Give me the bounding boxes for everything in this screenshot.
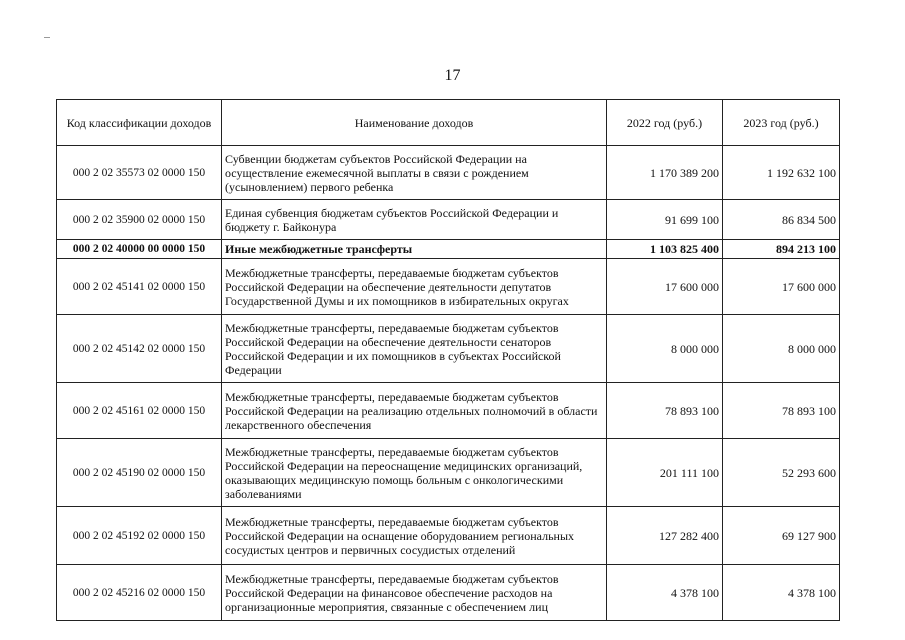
row-value-2022: 127 282 400 <box>607 507 723 565</box>
row-value-2022: 8 000 000 <box>607 315 723 383</box>
table-row <box>57 200 840 240</box>
row-value-2023: 17 600 000 <box>723 259 840 315</box>
table-row <box>57 383 840 439</box>
row-code: 000 2 02 35573 02 0000 150 <box>57 146 222 200</box>
row-name: Субвенции бюджетам субъектов Российской Федерации на осуществление ежемесячной выплаты в связи с рождением (усыновлением) первого ребенка <box>222 146 607 200</box>
row-value-2022: 1 170 389 200 <box>607 146 723 200</box>
row-code: 000 2 02 35900 02 0000 150 <box>57 200 222 240</box>
row-name: Межбюджетные трансферты, передаваемые бюджетам субъектов Российской Федерации на финансовое обеспечение расходов на организационные мероприятия, связанные с обеспечением лиц <box>222 565 607 621</box>
row-value-2023: 8 000 000 <box>723 315 840 383</box>
table-header-row <box>57 100 840 146</box>
table-row <box>57 565 840 621</box>
header-2023: 2023 год (руб.) <box>723 100 840 146</box>
row-name: Иные межбюджетные трансферты <box>222 240 607 259</box>
row-value-2022: 1 103 825 400 <box>607 240 723 259</box>
row-value-2023: 69 127 900 <box>723 507 840 565</box>
row-name: Межбюджетные трансферты, передаваемые бюджетам субъектов Российской Федерации на обеспечение деятельности сенаторов Российской Федерации и их помощников в субъектах Российской Федерации <box>222 315 607 383</box>
row-value-2022: 17 600 000 <box>607 259 723 315</box>
table-row <box>57 507 840 565</box>
row-code: 000 2 02 40000 00 0000 150 <box>57 240 222 259</box>
table-row-subtotal <box>57 240 840 259</box>
header-name: Наименование доходов <box>222 100 607 146</box>
row-name: Межбюджетные трансферты, передаваемые бюджетам субъектов Российской Федерации на оснащение оборудованием региональных сосудистых центров и первичных сосудистых отделений <box>222 507 607 565</box>
row-name: Межбюджетные трансферты, передаваемые бюджетам субъектов Российской Федерации на обеспечение деятельности депутатов Государственной Думы и их помощников в избирательных округах <box>222 259 607 315</box>
row-value-2023: 4 378 100 <box>723 565 840 621</box>
page-number: 17 <box>444 67 461 84</box>
row-value-2023: 894 213 100 <box>723 240 840 259</box>
table-row <box>57 146 840 200</box>
row-value-2023: 52 293 600 <box>723 439 840 507</box>
header-code: Код классификации доходов <box>57 100 222 146</box>
row-code: 000 2 02 45190 02 0000 150 <box>57 439 222 507</box>
row-value-2022: 201 111 100 <box>607 439 723 507</box>
table-row <box>57 439 840 507</box>
table-row <box>57 315 840 383</box>
row-value-2023: 86 834 500 <box>723 200 840 240</box>
table-row <box>57 259 840 315</box>
revenue-table <box>56 99 840 621</box>
row-name: Межбюджетные трансферты, передаваемые бюджетам субъектов Российской Федерации на переоснащение медицинских организаций, оказывающих медицинскую помощь больным с онкологическими заболеваниями <box>222 439 607 507</box>
row-code: 000 2 02 45142 02 0000 150 <box>57 315 222 383</box>
row-value-2022: 4 378 100 <box>607 565 723 621</box>
scan-speck <box>44 37 50 38</box>
row-code: 000 2 02 45141 02 0000 150 <box>57 259 222 315</box>
row-code: 000 2 02 45216 02 0000 150 <box>57 565 222 621</box>
row-value-2023: 1 192 632 100 <box>723 146 840 200</box>
row-value-2022: 91 699 100 <box>607 200 723 240</box>
row-code: 000 2 02 45161 02 0000 150 <box>57 383 222 439</box>
header-2022: 2022 год (руб.) <box>607 100 723 146</box>
row-name: Межбюджетные трансферты, передаваемые бюджетам субъектов Российской Федерации на реализацию отдельных полномочий в области лекарственного обеспечения <box>222 383 607 439</box>
row-code: 000 2 02 45192 02 0000 150 <box>57 507 222 565</box>
row-value-2023: 78 893 100 <box>723 383 840 439</box>
row-value-2022: 78 893 100 <box>607 383 723 439</box>
row-name: Единая субвенция бюджетам субъектов Российской Федерации и бюджету г. Байконура <box>222 200 607 240</box>
